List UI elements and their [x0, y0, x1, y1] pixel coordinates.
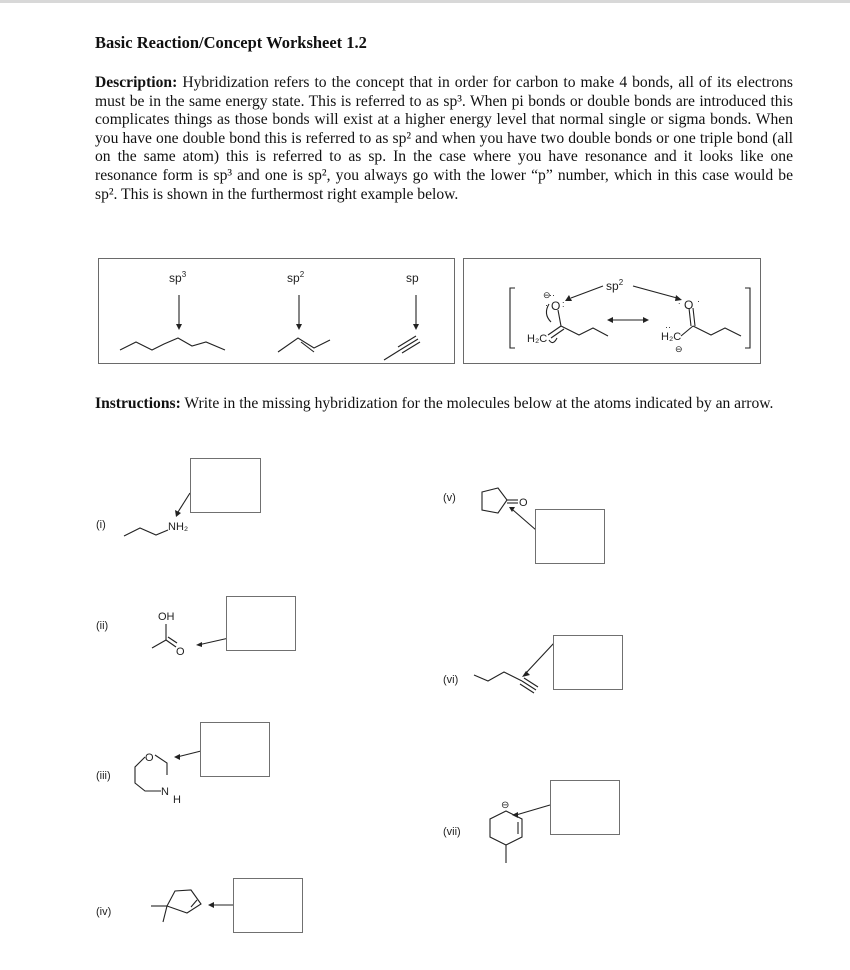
svg-text:··: ··	[549, 290, 555, 300]
answer-box-v[interactable]	[535, 509, 605, 564]
right-charge: ⊖	[675, 344, 683, 354]
left-charge: ⊖	[543, 290, 551, 300]
left-oxygen: O	[551, 299, 561, 313]
answer-box-i[interactable]	[190, 458, 261, 513]
resonance-sp2-label: $sp^2$	[606, 278, 624, 293]
svg-text:O: O	[176, 646, 185, 658]
right-oxygen: O	[684, 298, 694, 312]
problem-label-iv: (iv)	[96, 906, 112, 918]
problem-iv-molecule	[135, 880, 235, 940]
left-ch2: H₂C	[527, 333, 548, 345]
problem-ii-molecule	[140, 600, 240, 660]
svg-text::: :	[562, 299, 565, 309]
sp-label: sp	[406, 271, 419, 285]
anion-charge: ⊖	[501, 800, 510, 811]
svg-text:O: O	[145, 752, 154, 764]
answer-box-ii[interactable]	[226, 596, 296, 651]
svg-text:··: ··	[665, 322, 671, 332]
description-paragraph	[95, 74, 793, 204]
svg-text:H: H	[173, 794, 181, 806]
description-text: Hybridization refers to the concept that in order for carbon to make 4 bonds, all of its electrons must be in the same energy state. This is referred to as sp³. When pi bonds or double bonds are introduced this complicates things as those bonds will exist at a higher energy level that normal single or sigma bonds. When you have one double bond this is referred to as sp² and when you have two double bonds or one triple bond (all on the same atom) this is referred to as sp. In the case where you have resonance and it looks like one resonance form is sp³ and one is sp², you always go with the lower “p” number, which in this case would be sp². This is shown in the furthermost right example below.	[95, 74, 793, 203]
answer-box-iii[interactable]	[200, 722, 270, 777]
problem-label-ii: (ii)	[96, 620, 109, 632]
instructions-paragraph	[95, 395, 793, 414]
answer-box-iv[interactable]	[233, 878, 303, 933]
svg-text:O: O	[519, 497, 528, 509]
sp2-label: $sp^2$	[287, 270, 305, 285]
problem-label-vii: (vii)	[443, 826, 461, 838]
problem-label-i: (i)	[96, 519, 106, 531]
svg-text:OH: OH	[158, 611, 175, 623]
simple-examples-diagram	[98, 258, 453, 362]
description-label: Description:	[95, 74, 178, 91]
svg-text:NH₂: NH₂	[168, 521, 189, 533]
problem-vi-molecule	[470, 635, 560, 695]
resonance-diagram	[463, 258, 759, 362]
problem-label-vi: (vi)	[443, 674, 459, 686]
worksheet-title: Basic Reaction/Concept Worksheet 1.2	[95, 33, 367, 52]
page-top-border	[0, 0, 850, 3]
instructions-text: Write in the missing hybridization for the molecules below at the atoms indicated by an arrow.	[184, 395, 774, 412]
answer-box-vii[interactable]	[550, 780, 620, 835]
svg-text::: :	[678, 296, 681, 306]
svg-text:·: ·	[545, 300, 548, 310]
instructions-label: Instructions:	[95, 395, 181, 412]
svg-text:·: ·	[697, 296, 700, 306]
problem-label-v: (v)	[443, 492, 456, 504]
svg-text:N: N	[161, 786, 169, 798]
sp3-label: $sp^3$	[169, 270, 187, 285]
answer-box-vi[interactable]	[553, 635, 623, 690]
right-ch2: H₂C	[661, 331, 682, 343]
problem-label-iii: (iii)	[96, 770, 111, 782]
